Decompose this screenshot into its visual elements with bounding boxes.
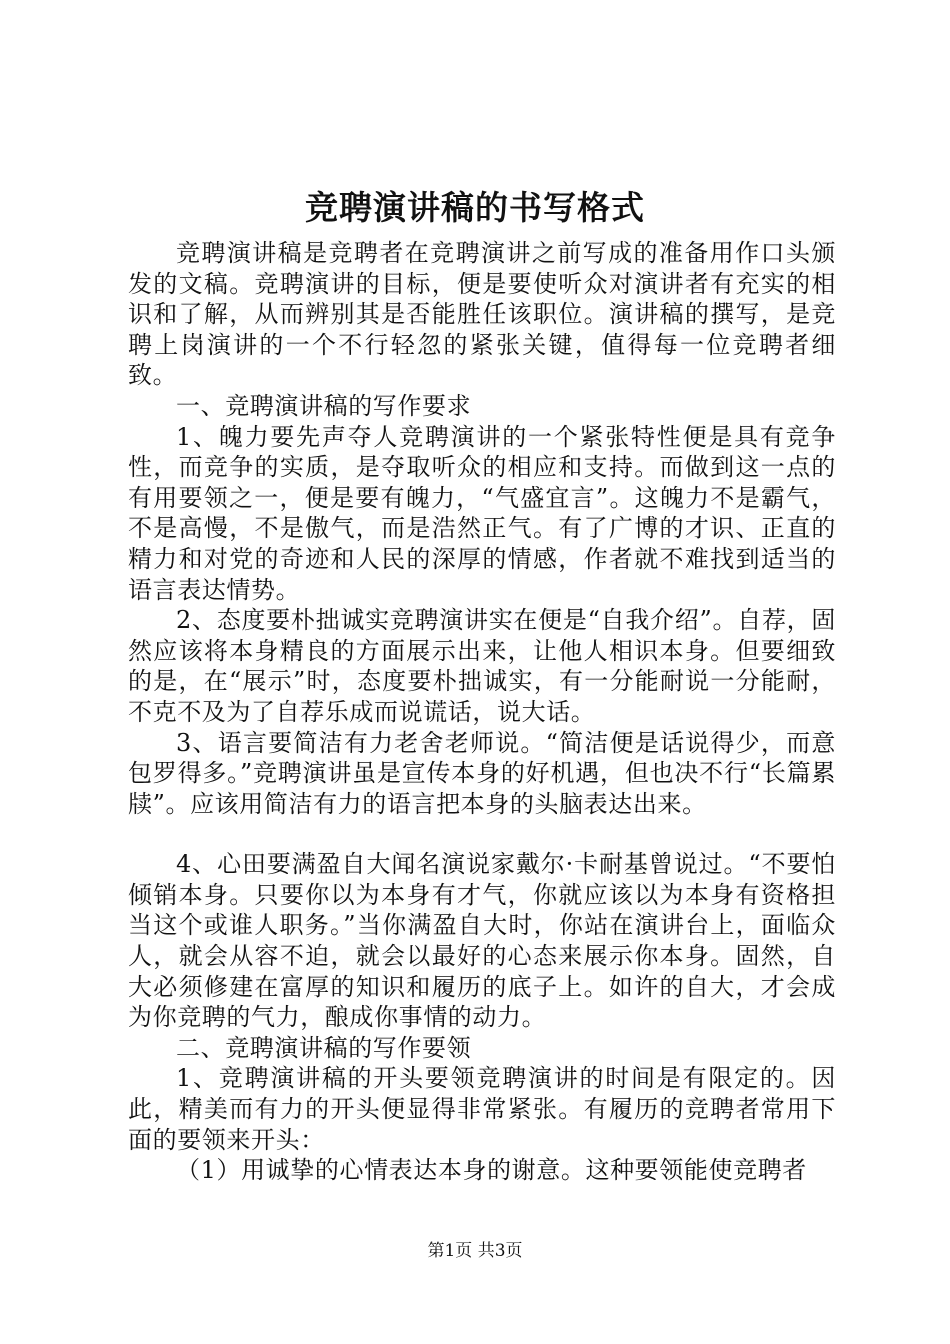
paragraph-intro: 竞聘演讲稿是竞聘者在竞聘演讲之前写成的准备用作口头颁发的文稿。竞聘演讲的目标，便是要使听众对演讲者有充实的相识和了解，从而辨别其是否能胜任该职位。演讲稿的撰写，是竞聘上岗演讲的一个不行轻忽的紧张关键，值得每一位竞聘者细致。 xyxy=(128,239,836,390)
document-title: 竞聘演讲稿的书写格式 xyxy=(305,188,645,227)
paragraph-requirement-1: 1、魄力要先声夺人竞聘演讲的一个紧张特性便是具有竞争性，而竞争的实质，是夺取听众的相应和支持。而做到这一点的有用要领之一，便是要有魄力，“气盛宜言”。这魄力不是霸气，不是高慢，不是傲气，而是浩然正气。有了广博的才识、正直的精力和对党的奇迹和人民的深厚的情感，作者就不难找到适当的语言表达情势。 xyxy=(128,422,836,604)
paragraph-requirement-3: 3、语言要简洁有力老舍老师说。“简洁便是话说得少，而意包罗得多。”竞聘演讲虽是宣传本身的好机遇，但也决不行“长篇累牍”。应该用简洁有力的语言把本身的头脑表达出来。 xyxy=(128,728,836,818)
section-heading-requirements: 一、竞聘演讲稿的写作要求 xyxy=(176,391,472,420)
paragraph-method-1: 1、竞聘演讲稿的开头要领竞聘演讲的时间是有限定的。因此，精美而有力的开头便显得非常紧张。有履历的竞聘者常用下面的要领来开头： xyxy=(128,1064,836,1154)
paragraph-requirement-4: 4、心田要满盈自大闻名演说家戴尔·卡耐基曾说过。“不要怕倾销本身。只要你以为本身有才气，你就应该以为本身有资格担当这个或谁人职务。”当你满盈自大时，你站在演讲台上，面临众人，就会从容不迫，就会以最好的心态来展示你本身。固然，自大必须修建在富厚的知识和履历的底子上。如许的自大，才会成为你竞聘的气力，酿成你事情的动力。 xyxy=(128,850,836,1032)
paragraph-requirement-2: 2、态度要朴拙诚实竞聘演讲实在便是“自我介绍”。自荐，固然应该将本身精良的方面展示出来，让他人相识本身。但要细致的是，在“展示”时，态度要朴拙诚实，有一分能耐说一分能耐，不克不及为了自荐乐成而说谎话，说大话。 xyxy=(128,606,836,726)
section-heading-methods: 二、竞聘演讲稿的写作要领 xyxy=(176,1033,472,1062)
document-body xyxy=(128,238,836,1186)
paragraph-method-1-item-1: （1）用诚挚的心情表达本身的谢意。这种要领能使竞聘者 xyxy=(176,1156,807,1185)
page-number-footer: 第1页 共3页 xyxy=(427,1241,523,1261)
